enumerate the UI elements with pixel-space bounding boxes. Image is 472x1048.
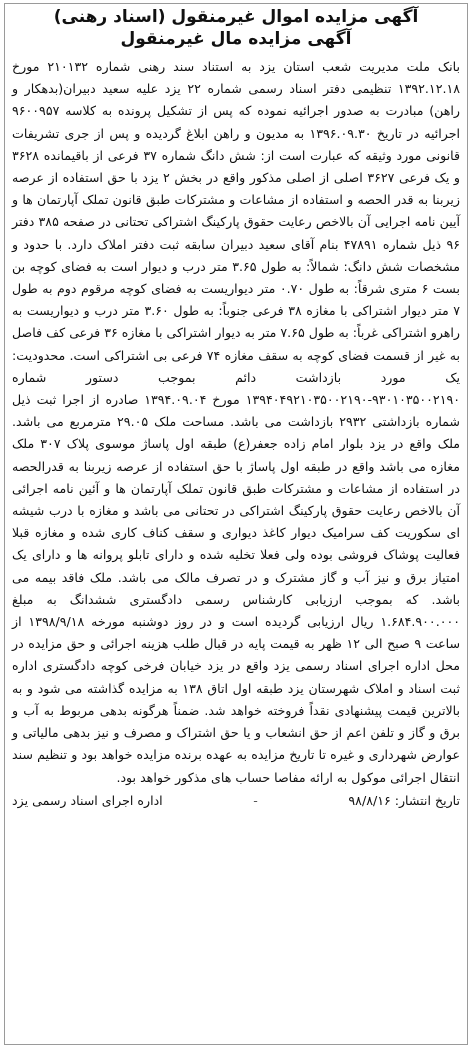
footer-separator: -: [253, 792, 258, 808]
notice-subtitle: آگهی مزایده مال غیرمنقول: [120, 29, 352, 49]
notice-body: بانک ملت مدیریت شعب استان یزد به استناد سند رهنی شماره ۲۱۰۱۳۲ مورخ ۱۳۹۲.۱۲.۱۸ تنظیمی دفتر اسناد رسمی شماره ۲۲ یزد علیه سعید دبیران(بدهکار و راهن) مبادرت به صدور اجرائیه نموده که پس از تشکیل پرونده به کلاسه ۹۶۰۰۹۵۷ اجرائیه در تاریخ ۱۳۹۶.۰۹.۳۰ به مدیون و راهن ابلاغ گردیده و پس از جری تشریفات قانونی مورد وثیقه که عبارت است از: شش دانگ شماره ۳۷ فرعی از باقیمانده ۳۶۲۸ و یک فرعی ۳۶۲۷ اصلی از اصلی مذکور واقع در بخش ۲ یزد با حق استفاده از عرصه زیربنا به قدر الحصه و استفاده از مشاعات و مشترکات طبق قانون تملک آپارتمان ها و آیین نامه اجرایی آن بالاخص رعایت حقوق پارکینگ اشتراکی تحتانی در صفحه ۳۸۵ دفتر ۹۶ ذیل شماره ۴۷۸۹۱ بنام آقای سعید دبیران سابقه ثبت دفتر املاک دارد. با حدود و مشخصات شش دانگ: شمالاً: به طول ۳.۶۵ متر درب و دیوار است به فضای کوچه بن بست ۶ متری شرقاً: به طول ۰.۷۰ متر دیواریست به فضای کوچه مرقوم دوم به طول ۷ متر دیوار اشتراکی با مغازه ۳۸ فرعی جنوباً: به طول ۳.۶۰ متر درب و دیواریست به راهرو اشتراکی غرباً: به طول ۷.۶۵ متر به دیوار اشتراکی با مغازه ۳۶ فرعی کف فاصل به غیر از قسمت فضای کوچه به سقف مغازه ۷۴ فرعی بی اشتراکی است. محدودیت: یک مورد بازداشت دائم بموجب دستور شماره ۹۳۰۱۰۳۵۰۰۲۱۹۰-۱۳۹۴۰۴۹۲۱۰۳۵۰۰۲۱۹۰ مورخ ۱۳۹۴.۰۹.۰۴ صادره از اجرا ثبت ذیل شماره بازداشتی ۲۹۳۲ بازداشت می باشد. مساحت ملک ۲۹.۰۵ مترمربع می باشد. ملک واقع در یزد بلوار امام زاده جعفر(ع) طبقه اول پاساژ موسوی پلاک ۳۰۷ ملک مغازه می باشد واقع در طبقه اول پاساژ با حق استفاده از عرصه زیربنا به قدرالحصه در استفاده از مشاعات و مشترکات طبق قانون تملک آپارتمان ها و آئین نامه اجرائی آن بالاخص رعایت حقوق پارکینگ اشتراکی در تحتانی می باشد و مغازه با درب شیشه ای سکوریت کف سرامیک دیوار کاغذ دیواری و سقف کناف کاری شده و مغازه قبلا فعالیت پوشاک فروشی بوده ولی فعلا تخلیه شده و دارای تابلو پروانه ها و دارای یک امتیاز برق و نیز آب و گاز مشترک و در تصرف مالک می باشد. ملک فاقد بیمه می باشد. که بموجب ارزیابی کارشناس رسمی دادگستری ششدانگ به مبلغ ۱.۶۸۴.۹۰۰.۰۰۰ ریال ارزیابی گردیده است و در روز دوشنبه مورخه ۱۳۹۸/۹/۱۸ از ساعت ۹ صبح الی ۱۲ ظهر به قیمت پایه در قبال طلب هزینه اجرائی و حق مزایده در محل اداره اجرای اسناد رسمی یزد واقع در یزد خیابان فرخی کوچه دادگستری اداره ثبت اسناد و املاک شهرستان یزد طبقه اول اتاق ۱۳۸ به مزایده گذاشته می شود و به بالاترین قیمت پیشنهادی نقداً فروخته خواهد شد. ضمناً هرگونه بدهی مربوط به آب و برق و گاز و تلفن اعم از حق انشعاب و یا حق اشتراک و مصرف و نیز بدهی مالیاتی و عوارض شهرداری و غیره تا تاریخ مزایده به عهده برنده مزایده خواهد بود و تنظیم سند انتقال اجرائی موکول به ارائه مفاصا حساب های مذکور خواهد بود.: [12, 59, 461, 785]
publication-date: تاریخ انتشار: ۹۸/۸/۱۶: [348, 792, 460, 808]
notice-footer: [12, 791, 460, 811]
issuing-office: اداره اجرای اسناد رسمی یزد: [12, 792, 163, 808]
notice-title: آگهی مزایده اموال غیرمنقول (اسناد رهنی): [53, 7, 419, 27]
